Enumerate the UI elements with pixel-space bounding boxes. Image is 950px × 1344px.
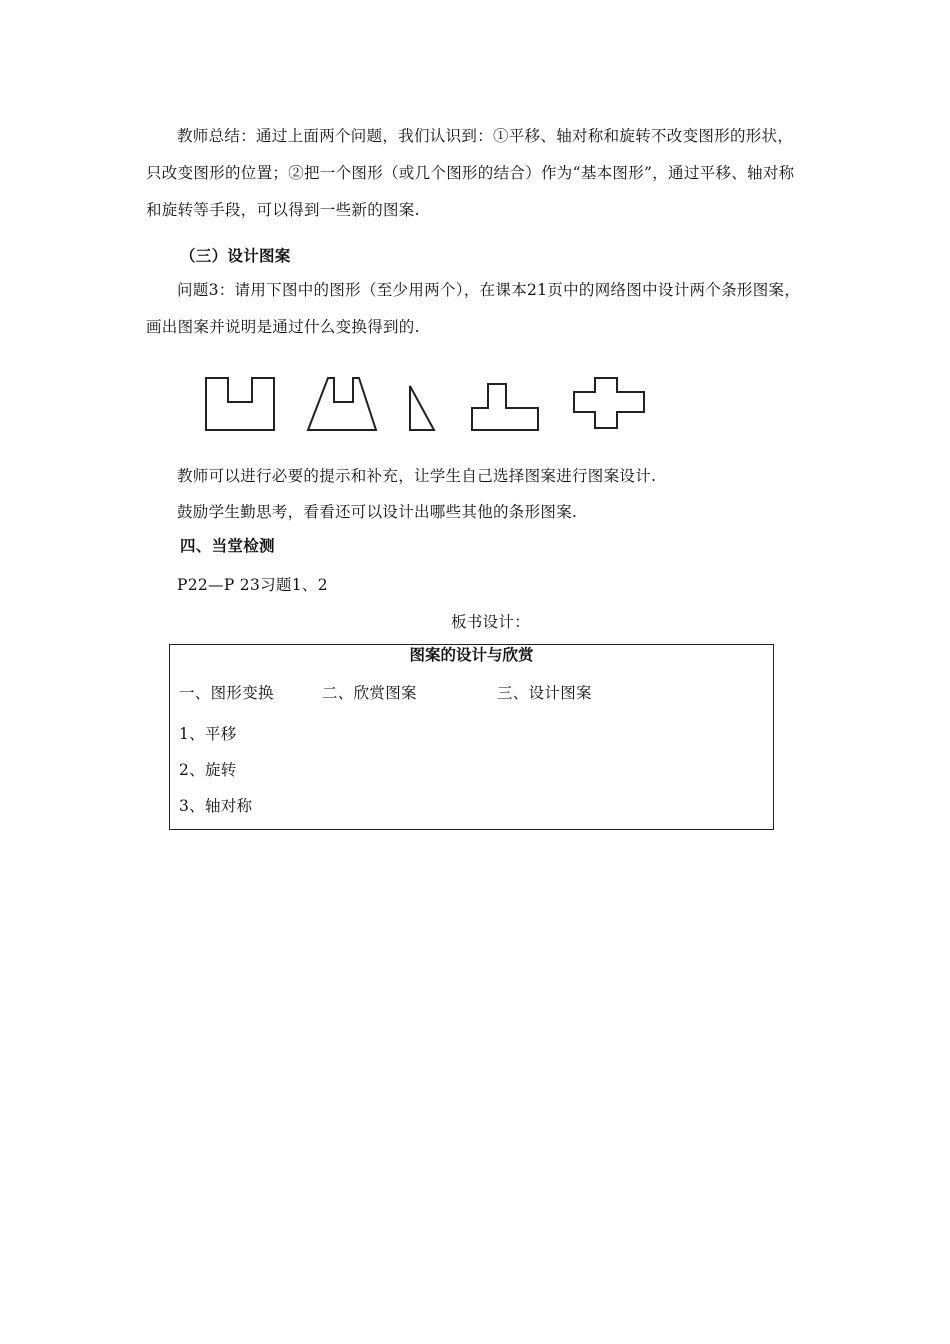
cross-shape-icon (574, 378, 644, 428)
teacher-summary-paragraph: 教师总结：通过上面两个问题，我们认识到：①平移、轴对称和旋转不改变图形的形状，只改变图形的位置；②把一个图形（或几个图形的结合）作为“基本图形”，通过平移、轴对称和旋转等手段，可以得到一些新的图案. (146, 127, 795, 219)
section4-heading: 四、当堂检测 (180, 537, 275, 555)
t-shape-icon (472, 384, 538, 430)
u-shape-icon (206, 378, 274, 430)
board-col-design: 三、设计图案 (497, 684, 592, 702)
board-caption: 板书设计： (451, 613, 531, 631)
teacher-note: 教师可以进行必要的提示和补充，让学生自己选择图案进行图案设计. (177, 467, 657, 485)
board-item-rotation: 2、旋转 (179, 761, 237, 779)
board-title: 图案的设计与欣赏 (409, 646, 534, 664)
board-item-translation: 1、平移 (179, 725, 237, 743)
blackboard-design-box (169, 644, 774, 830)
basic-shapes-figure (198, 372, 658, 434)
board-col-transform: 一、图形变换 (179, 684, 274, 702)
question3-paragraph: 问题3：请用下图中的图形（至少用两个），在课本21页中的网络图中设计两个条形图案，画出图案并说明是通过什么变换得到的. (146, 281, 801, 336)
exercise-reference: P22—P 23习题1、2 (177, 576, 328, 594)
board-col-appreciate: 二、欣赏图案 (322, 684, 417, 702)
trapezoid-notch-icon (308, 378, 376, 430)
section3-heading: （三）设计图案 (180, 247, 291, 265)
board-item-symmetry: 3、轴对称 (179, 797, 253, 815)
right-triangle-icon (410, 386, 434, 430)
encourage-note: 鼓励学生勤思考，看看还可以设计出哪些其他的条形图案. (177, 503, 578, 521)
